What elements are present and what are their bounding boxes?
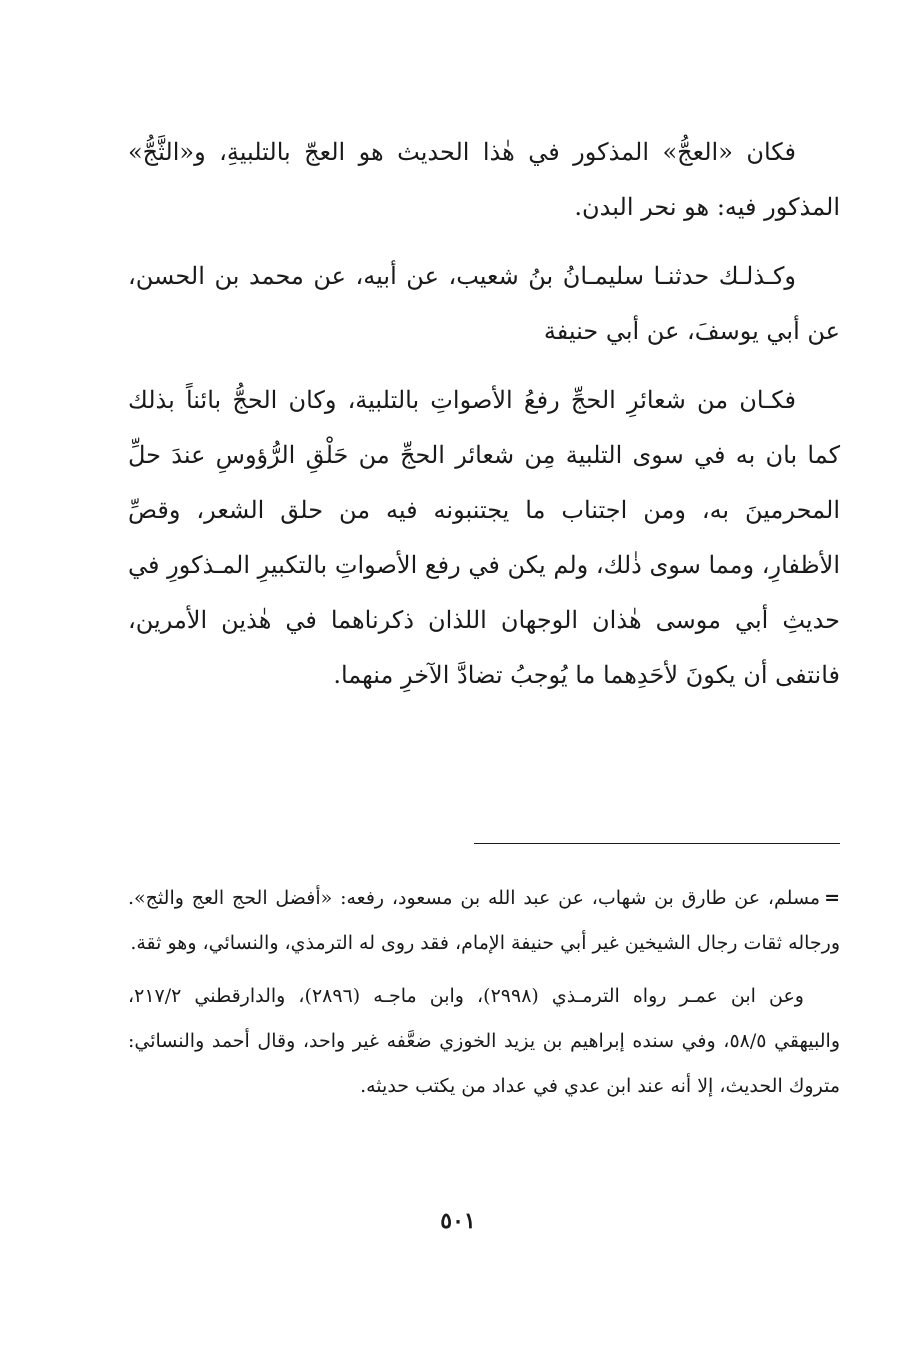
page-number: ٥٠١ (440, 1208, 476, 1234)
main-paragraph: فكان «العجُّ» المذكور في هٰذا الحديث هو العجّ بالتلبيةِ، و«الثَّجُّ» المذكور فيه: هو نحر البدن. (128, 138, 840, 221)
main-paragraph: فكـان من شعائرِ الحجِّ رفعُ الأصواتِ بالتلبية، وكان الحجُّ بائناً بذلك كما بان به في سوى التلبية مِن شعائر الحجِّ من حَلْقِ الرُّؤوسِ عندَ حلِّ المحرمينَ به، ومن اجتناب ما يجتنبونه فيه من حلق الشعر، وقصِّ الأظفارِ، ومما سوى ذٰلك، ولم يكن في رفع الأصواتِ بالتكبيرِ المـذكورِ في حديثِ أبي موسى هٰذان الوجهان اللذان ذكرناهما في هٰذين الأمرين، فانتفى أن يكونَ لأحَدِهما ما يُوجبُ تضادَّ الآخرِ منهما. (128, 386, 840, 689)
main-text (128, 125, 840, 717)
footnote-continuation-marker: = (824, 887, 840, 909)
footnote-text: مسلم، عن طارق بن شهاب، عن عبد الله بن مسعود، رفعه: «أفضل الحج العج والثج». ورجاله ثقات رجال الشيخين غير أبي حنيفة الإمام، فقد روى له الترمذي، والنسائي، وهو ثقة. (128, 887, 840, 954)
footnotes (128, 876, 840, 1117)
footnote-separator (474, 843, 840, 844)
footnote-paragraph (128, 876, 840, 966)
main-paragraph: وكـذلـك حدثنـا سليمـانُ بنُ شعيب، عن أبيه، عن محمد بن الحسن، عن أبي يوسفَ، عن أبي حنيفة (128, 262, 840, 345)
footnote-paragraph: وعن ابن عمـر رواه الترمـذي (٢٩٩٨)، وابن ماجـه (٢٨٩٦)، والدارقطني ٢١٧/٢، والبيهقي ٥٨/٥، وفي سنده إبراهيم بن يزيد الخوزي ضعَّفه غير واحد، وقال أحمد والنسائي: متروك الحديث، إلا أنه عند ابن عدي في عداد من يكتب حديثه. (128, 985, 840, 1097)
